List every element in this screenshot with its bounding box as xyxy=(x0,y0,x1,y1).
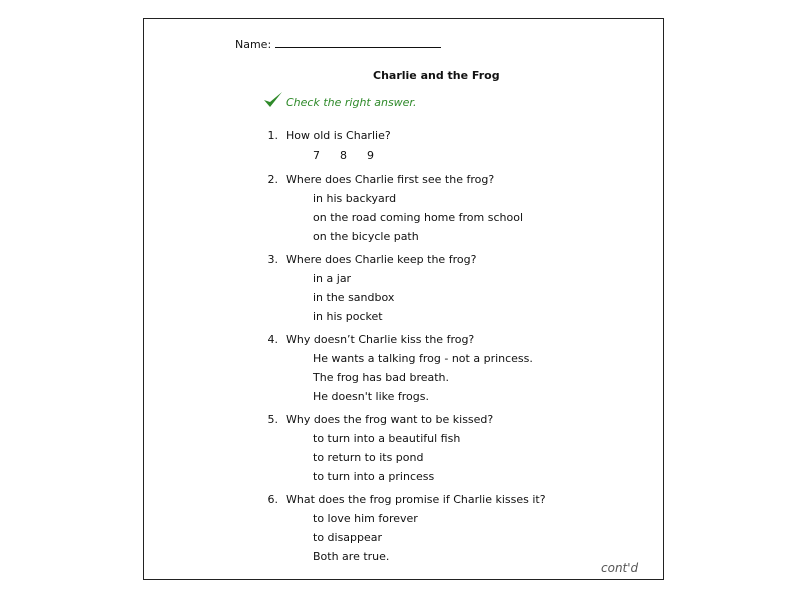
instruction-row xyxy=(262,90,416,110)
question-text: Where does Charlie keep the frog? xyxy=(286,253,477,266)
name-label: Name: xyxy=(235,38,272,51)
name-row xyxy=(235,37,441,51)
answer-option[interactable]: on the bicycle path xyxy=(313,230,419,243)
answer-option[interactable]: on the road coming home from school xyxy=(313,211,524,224)
answer-option[interactable]: 7 xyxy=(313,149,320,162)
answer-option[interactable]: to love him forever xyxy=(313,512,418,525)
answer-option[interactable]: in a jar xyxy=(313,272,352,285)
question-text: What does the frog promise if Charlie kisses it? xyxy=(286,493,546,506)
question-text: Where does Charlie first see the frog? xyxy=(286,173,495,186)
question-text: Why doesn’t Charlie kiss the frog? xyxy=(286,333,475,346)
answer-option[interactable]: He doesn't like frogs. xyxy=(313,390,429,403)
question-number: 3. xyxy=(267,253,278,266)
name-blank-line[interactable] xyxy=(275,37,441,48)
answer-option[interactable]: He wants a talking frog - not a princess. xyxy=(313,352,533,365)
instruction-text: Check the right answer. xyxy=(286,95,417,109)
question-number: 4. xyxy=(267,333,278,346)
checkmark-icon xyxy=(262,90,284,110)
answer-option[interactable]: 8 xyxy=(340,149,347,162)
answer-option[interactable]: to disappear xyxy=(313,531,383,544)
question-text: How old is Charlie? xyxy=(286,129,391,142)
answer-option[interactable]: to return to its pond xyxy=(313,451,424,464)
answer-option[interactable]: in his backyard xyxy=(313,192,397,205)
question-number: 2. xyxy=(267,173,278,186)
answer-option[interactable]: to turn into a princess xyxy=(313,470,435,483)
continued-label: cont'd xyxy=(601,561,639,575)
answer-option[interactable]: Both are true. xyxy=(313,550,390,563)
question-text: Why does the frog want to be kissed? xyxy=(286,413,494,426)
answer-option[interactable]: in his pocket xyxy=(313,310,383,323)
answer-option[interactable]: to turn into a beautiful fish xyxy=(313,432,461,445)
answer-option[interactable]: in the sandbox xyxy=(313,291,395,304)
answer-option[interactable]: 9 xyxy=(367,149,374,162)
question-number: 1. xyxy=(267,129,278,142)
question-number: 6. xyxy=(267,493,278,506)
question-number: 5. xyxy=(267,413,278,426)
worksheet-title: Charlie and the Frog xyxy=(373,69,500,82)
answer-option[interactable]: The frog has bad breath. xyxy=(313,371,450,384)
